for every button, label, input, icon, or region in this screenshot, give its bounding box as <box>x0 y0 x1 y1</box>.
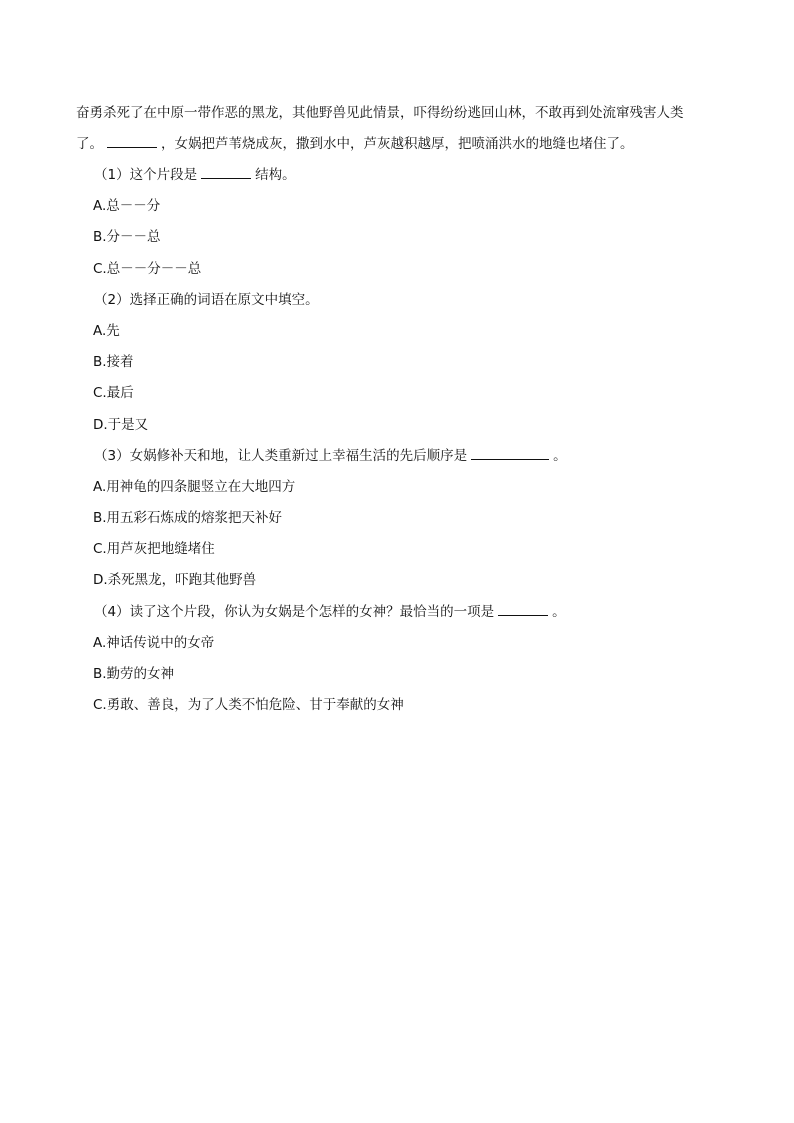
question-3-text: （3）女娲修补天和地，让人类重新过上幸福生活的先后顺序是 <box>94 447 468 464</box>
question-1-text: （1）这个片段是 <box>94 167 198 183</box>
passage-line-2-start: 了。 <box>76 136 103 152</box>
question-1 <box>94 160 733 191</box>
question-4-option-c[interactable]: C.勇敢、善良，为了人类不怕危险、甘于奉献的女神 <box>93 697 404 714</box>
question-list <box>93 160 733 721</box>
question-2-text: （2）选择正确的词语在原文中填空。 <box>94 291 319 308</box>
question-4-text: （4）读了这个片段，你认为女娲是个怎样的女神？最恰当的一项是 <box>94 603 495 620</box>
question-3-option-a[interactable]: A.用神龟的四条腿竖立在大地四方 <box>93 478 296 495</box>
question-3-option-d[interactable]: D.杀死黑龙，吓跑其他野兽 <box>93 572 257 589</box>
passage-line-1: 奋勇杀死了在中原一带作恶的黑龙，其他野兽见此情景，吓得纷纷逃回山林，不敢再到处流窜残害人类 <box>76 105 684 121</box>
question-3-option-b[interactable]: B.用五彩石炼成的熔浆把天补好 <box>93 510 283 527</box>
question-1-suffix: 结构。 <box>255 167 296 183</box>
question-1-option-a[interactable]: A.总－－分 <box>93 198 161 215</box>
question-3 <box>94 441 733 472</box>
question-1-option-c[interactable]: C.总－－分－－总 <box>93 260 202 277</box>
question-1-answer-blank[interactable] <box>201 164 251 179</box>
passage-fill-blank[interactable] <box>107 133 157 148</box>
question-2-option-b[interactable]: B.接着 <box>93 354 134 371</box>
question-4 <box>94 597 733 628</box>
question-4-answer-blank[interactable] <box>498 601 548 616</box>
question-4-option-b[interactable]: B.勤劳的女神 <box>93 666 175 682</box>
question-2 <box>94 285 733 316</box>
question-3-suffix: 。 <box>553 447 567 464</box>
question-3-option-c[interactable]: C.用芦灰把地缝堵住 <box>93 541 215 558</box>
passage-line-2 <box>76 129 724 160</box>
question-3-answer-blank[interactable] <box>471 445 549 460</box>
question-2-option-a[interactable]: A.先 <box>93 322 120 339</box>
question-2-option-d[interactable]: D.于是又 <box>93 416 149 433</box>
question-4-suffix: 。 <box>552 603 566 620</box>
question-2-option-c[interactable]: C.最后 <box>93 385 134 402</box>
question-1-option-b[interactable]: B.分－－总 <box>93 229 161 246</box>
question-4-option-a[interactable]: A.神话传说中的女帝 <box>93 634 215 651</box>
passage-line-2-end: ，女娲把芦苇烧成灰，撒到水中，芦灰越积越厚，把喷涌洪水的地缝也堵住了。 <box>161 136 634 152</box>
reading-passage <box>76 98 724 160</box>
